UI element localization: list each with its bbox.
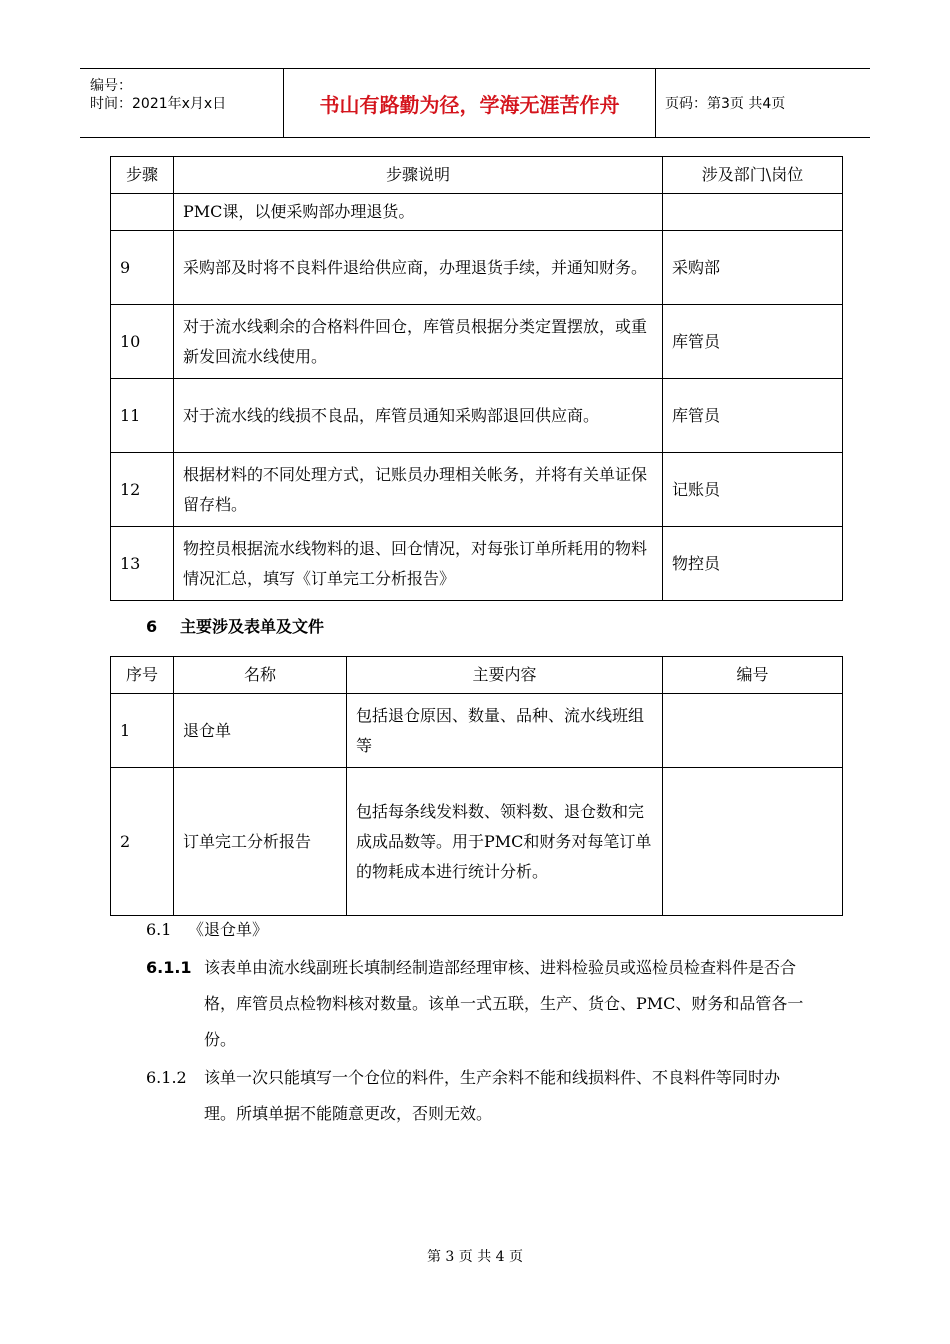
step-dept	[663, 194, 843, 231]
col-name: 名称	[174, 657, 347, 694]
step-number: 11	[111, 379, 174, 453]
step-number: 9	[111, 231, 174, 305]
step-desc: 对于流水线剩余的合格料件回仓，库管员根据分类定置摆放，或重新发回流水线使用。	[174, 305, 663, 379]
paragraph-number: 6.1.2	[146, 1068, 187, 1087]
form-code	[663, 694, 843, 768]
header-info	[80, 69, 283, 137]
page-footer: 第 3 页 共 4 页	[426, 1249, 524, 1265]
col-desc: 步骤说明	[174, 157, 663, 194]
form-no: 1	[111, 694, 174, 768]
step-number: 10	[111, 305, 174, 379]
col-dept: 涉及部门\岗位	[663, 157, 843, 194]
table-row	[111, 453, 843, 527]
col-code: 编号	[663, 657, 843, 694]
step-number: 12	[111, 453, 174, 527]
table-row	[111, 694, 843, 768]
form-name: 订单完工分析报告	[174, 768, 347, 916]
step-desc: 对于流水线的线损不良品，库管员通知采购部退回供应商。	[174, 379, 663, 453]
col-content: 主要内容	[347, 657, 663, 694]
table-row	[111, 305, 843, 379]
section-heading	[146, 614, 324, 637]
col-step: 步骤	[111, 157, 174, 194]
header-time: 时间：2021年x月x日	[90, 96, 227, 112]
step-dept: 库管员	[663, 305, 843, 379]
step-dept: 记账员	[663, 453, 843, 527]
step-dept: 采购部	[663, 231, 843, 305]
forms-table	[110, 656, 843, 916]
header-page: 页码：第3页 共4页	[665, 96, 786, 112]
subsection-heading	[146, 912, 816, 948]
steps-header-row	[111, 157, 843, 194]
table-row	[111, 194, 843, 231]
form-content: 包括每条线发料数、领料数、退仓数和完成成品数等。用于PMC和财务对每笔订单的物耗成本进行统计分析。	[347, 768, 663, 916]
form-no: 2	[111, 768, 174, 916]
form-code	[663, 768, 843, 916]
table-row	[111, 231, 843, 305]
step-desc: 采购部及时将不良料件退给供应商，办理退货手续，并通知财务。	[174, 231, 663, 305]
step-desc: 物控员根据流水线物料的退、回仓情况，对每张订单所耗用的物料情况汇总，填写《订单完工分析报告》	[174, 527, 663, 601]
steps-table	[110, 156, 843, 601]
step-number: 13	[111, 527, 174, 601]
paragraph-text: 该表单由流水线副班长填制经制造部经理审核、进料检验员或巡检员检查料件是否合格，库管员点检物料核对数量。该单一式五联，生产、货仓、PMC、财务和品管各一份。	[204, 958, 804, 1049]
forms-header-row	[111, 657, 843, 694]
section-number: 6	[146, 617, 158, 636]
header-motto: 书山有路勤为径，学海无涯苦作舟	[283, 69, 656, 137]
step-desc: PMC课，以便采购部办理退货。	[174, 194, 663, 231]
section-title: 主要涉及表单及文件	[180, 617, 325, 636]
table-row	[111, 379, 843, 453]
subsection-number: 6.1	[146, 920, 172, 939]
paragraph-text: 该单一次只能填写一个仓位的料件，生产余料不能和线损料件、不良料件等同时办理。所填单据不能随意更改，否则无效。	[204, 1068, 781, 1123]
table-row	[111, 768, 843, 916]
table-row	[111, 527, 843, 601]
step-number	[111, 194, 174, 231]
form-name: 退仓单	[174, 694, 347, 768]
page-header	[80, 68, 870, 138]
header-number: 编号：	[90, 78, 132, 94]
step-desc: 根据材料的不同处理方式，记账员办理相关帐务，并将有关单证保留存档。	[174, 453, 663, 527]
subsection-title: 《退仓单》	[188, 920, 269, 939]
paragraph-number: 6.1.1	[146, 958, 192, 977]
paragraph-611	[146, 950, 816, 1060]
col-no: 序号	[111, 657, 174, 694]
step-dept: 物控员	[663, 527, 843, 601]
step-dept: 库管员	[663, 379, 843, 453]
form-content: 包括退仓原因、数量、品种、流水线班组等	[347, 694, 663, 768]
paragraph-612	[146, 1060, 816, 1134]
